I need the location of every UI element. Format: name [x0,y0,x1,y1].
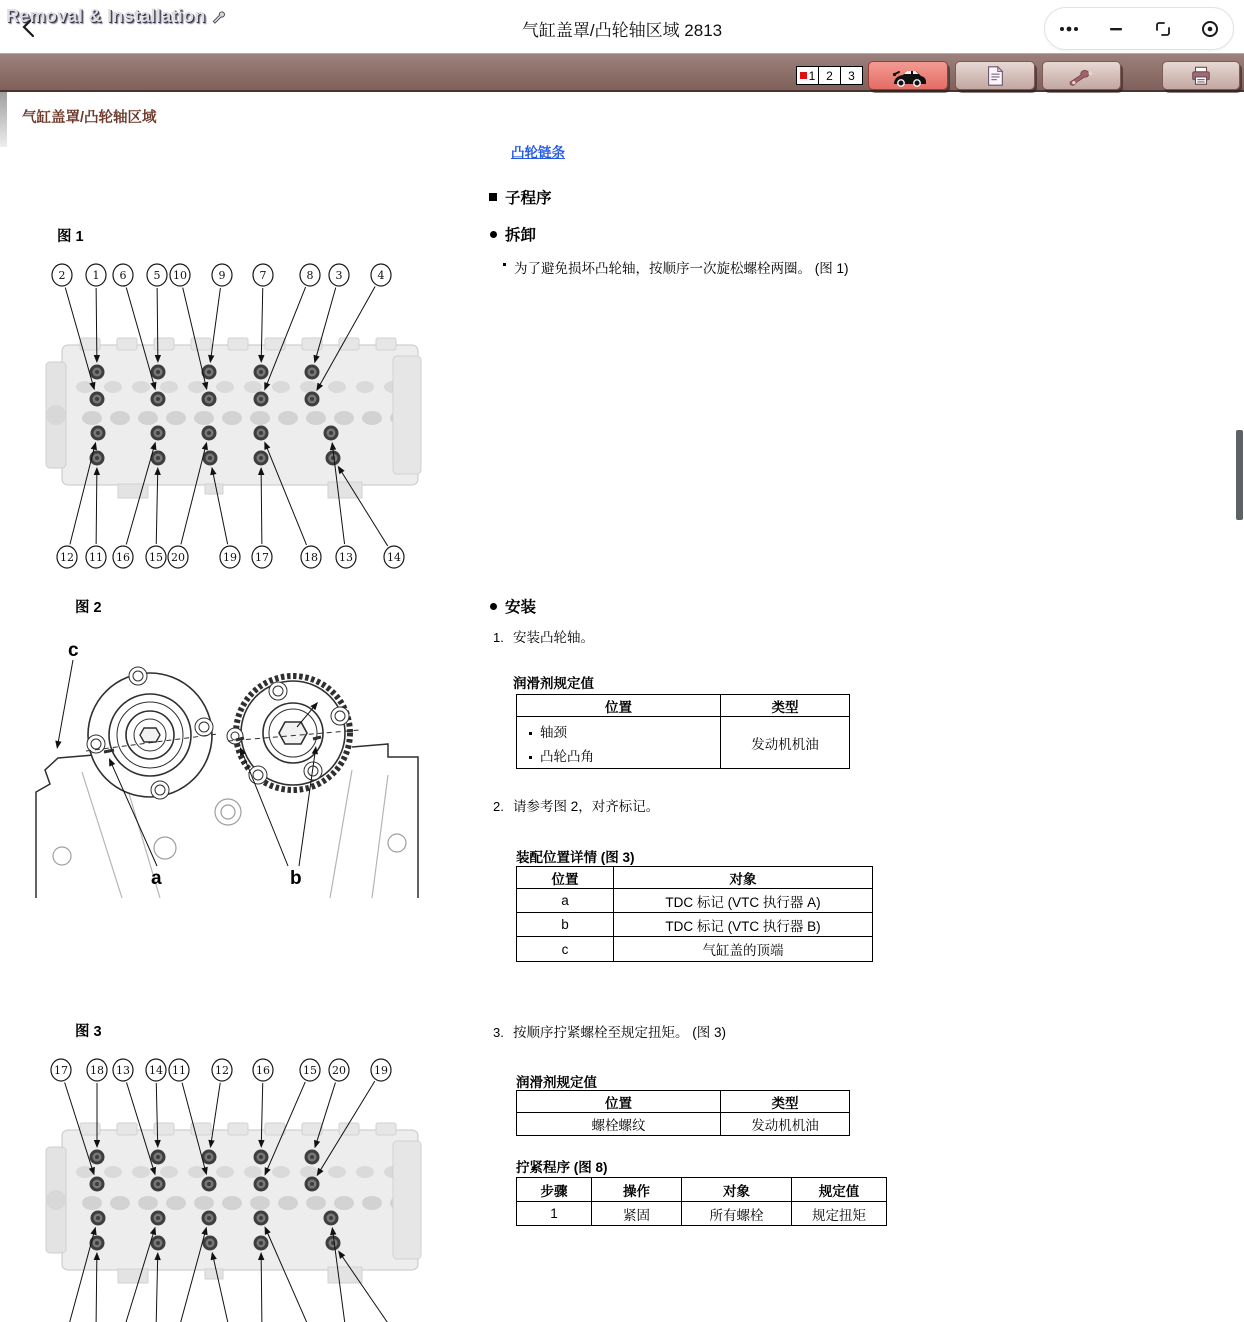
col-header: 对象 [614,867,873,889]
svg-text:5: 5 [153,269,161,282]
svg-text:4: 4 [377,269,385,282]
col-header: 操作 [592,1178,682,1202]
figure1-bolt-loosening-diagram [30,255,450,585]
tools-button[interactable] [1042,61,1121,90]
svg-text:6: 6 [119,269,127,282]
col-header: 位置 [517,867,614,889]
assembly-table-title: 装配位置详情 (图 3) [516,850,635,865]
restore-window-icon[interactable] [1150,16,1176,42]
svg-text:1: 1 [92,269,100,282]
subroutine-heading: 子程序 [489,186,552,208]
svg-text:7: 7 [259,269,267,282]
window-capsule [1044,7,1234,50]
vtc-actuator-a [86,667,218,799]
lube2-table-title: 润滑剂规定值 [516,1075,597,1090]
toolbar-title: Removal & Installation [6,6,226,27]
table-row: a TDC 标记 (VTC 执行器 A) [517,889,873,913]
col-header: 类型 [721,695,850,717]
page-tab-2[interactable]: 2 [818,66,841,85]
figure3-bolt-tightening-diagram [30,1040,450,1322]
svg-text:2: 2 [58,269,66,282]
vehicle-icon [889,64,927,88]
cylinder-head-outline [36,744,418,898]
head-ribs [53,770,406,898]
col-header: 类型 [721,1091,850,1113]
vtc-actuator-b-gear [227,676,360,790]
lube1-table-title: 润滑剂规定值 [513,676,594,691]
lube2-table [516,1090,850,1136]
round-bullet-icon [490,231,497,238]
table-row: c 气缸盖的顶端 [517,937,873,962]
cam-chain-link[interactable]: 凸轮链条 [511,145,565,160]
lube1-table [516,694,850,769]
mark-c-label: c [68,640,79,661]
svg-text:13: 13 [116,1064,130,1077]
svg-text:20: 20 [171,551,185,564]
col-header: 规定值 [792,1178,887,1202]
tiny-bullet-icon [529,732,532,735]
vehicle-info-button[interactable] [868,61,948,90]
svg-text:20: 20 [332,1064,346,1077]
svg-text:11: 11 [89,551,103,564]
printer-icon [1190,65,1212,87]
install-step-3: 3. 按顺序拧紧螺栓至规定扭矩。 (图 3) [493,1025,727,1040]
figure3-label: 图 3 [75,1024,102,1040]
print-button[interactable] [1162,61,1240,90]
wrench-icon [1069,65,1095,87]
mark-b-label: b [290,868,302,889]
active-page-marker [800,72,807,79]
toolbar-wrench-glyph [211,10,226,24]
svg-text:12: 12 [215,1064,229,1077]
page-tab-1[interactable]: 1 [796,66,819,85]
table-row: 螺栓螺纹 发动机机油 [517,1113,850,1136]
svg-text:15: 15 [149,551,163,564]
install-step-1: 1. 安装凸轮轴。 [493,630,594,645]
svg-text:9: 9 [218,269,226,282]
figure2-label: 图 2 [75,600,102,616]
torque-table [516,1177,887,1226]
svg-text:18: 18 [304,551,318,564]
page-tabs [797,66,863,85]
vertical-scrollbar-thumb[interactable] [1236,430,1243,520]
page-title: 气缸盖罩/凸轮轴区域 2813 [521,21,723,40]
lube1-type-cell: 发动机机油 [721,717,850,769]
svg-text:19: 19 [223,551,237,564]
figure2-cam-alignment-diagram [25,622,450,902]
record-target-icon[interactable] [1197,16,1223,42]
torque-table-title: 拧紧程序 (图 8) [516,1160,608,1175]
svg-text:12: 12 [60,551,74,564]
lube1-positions-cell: 轴颈 凸轮凸角 [517,717,721,769]
col-header: 步骤 [517,1178,592,1202]
tiny-bullet-icon [503,263,506,266]
col-header: 位置 [517,695,721,717]
svg-text:13: 13 [339,551,353,564]
removal-heading: 拆卸 [490,223,536,245]
svg-text:19: 19 [374,1064,388,1077]
mark-a-label: a [151,868,162,889]
svg-text:14: 14 [149,1064,163,1077]
table-row: b TDC 标记 (VTC 执行器 B) [517,913,873,937]
table-row: 1 紧固 所有螺栓 规定扭矩 [517,1202,887,1226]
minimize-icon[interactable] [1103,16,1129,42]
svg-text:10: 10 [173,269,187,282]
svg-text:16: 16 [116,551,130,564]
round-bullet-icon [490,603,497,610]
engine-head-top-view [46,338,421,498]
svg-text:3: 3 [335,269,343,282]
col-header: 对象 [682,1178,792,1202]
document-button[interactable] [955,61,1035,90]
assembly-table [516,866,873,962]
svg-text:17: 17 [54,1064,68,1077]
svg-text:8: 8 [306,269,314,282]
square-bullet-icon [489,193,497,201]
install-step-2: 2. 请参考图 2，对齐标记。 [493,799,660,814]
document-icon [984,65,1006,87]
tiny-bullet-icon [529,756,532,759]
figure1-label: 图 1 [57,229,84,245]
svg-text:14: 14 [387,551,401,564]
install-heading: 安装 [490,595,536,617]
svg-text:15: 15 [303,1064,317,1077]
page-tab-3[interactable]: 3 [840,66,863,85]
removal-note: 为了避免损坏凸轮轴，按顺序一次旋松螺栓两圈。 (图 1) [503,257,849,277]
engine-head-top-view [46,1123,421,1283]
svg-text:11: 11 [172,1064,186,1077]
page-heading: 气缸盖罩/凸轮轴区域 [22,110,157,126]
svg-text:17: 17 [255,551,269,564]
col-header: 位置 [517,1091,721,1113]
svg-text:18: 18 [90,1064,104,1077]
more-icon[interactable] [1056,16,1082,42]
svg-text:16: 16 [256,1064,270,1077]
left-scroll-remnant [0,92,7,147]
